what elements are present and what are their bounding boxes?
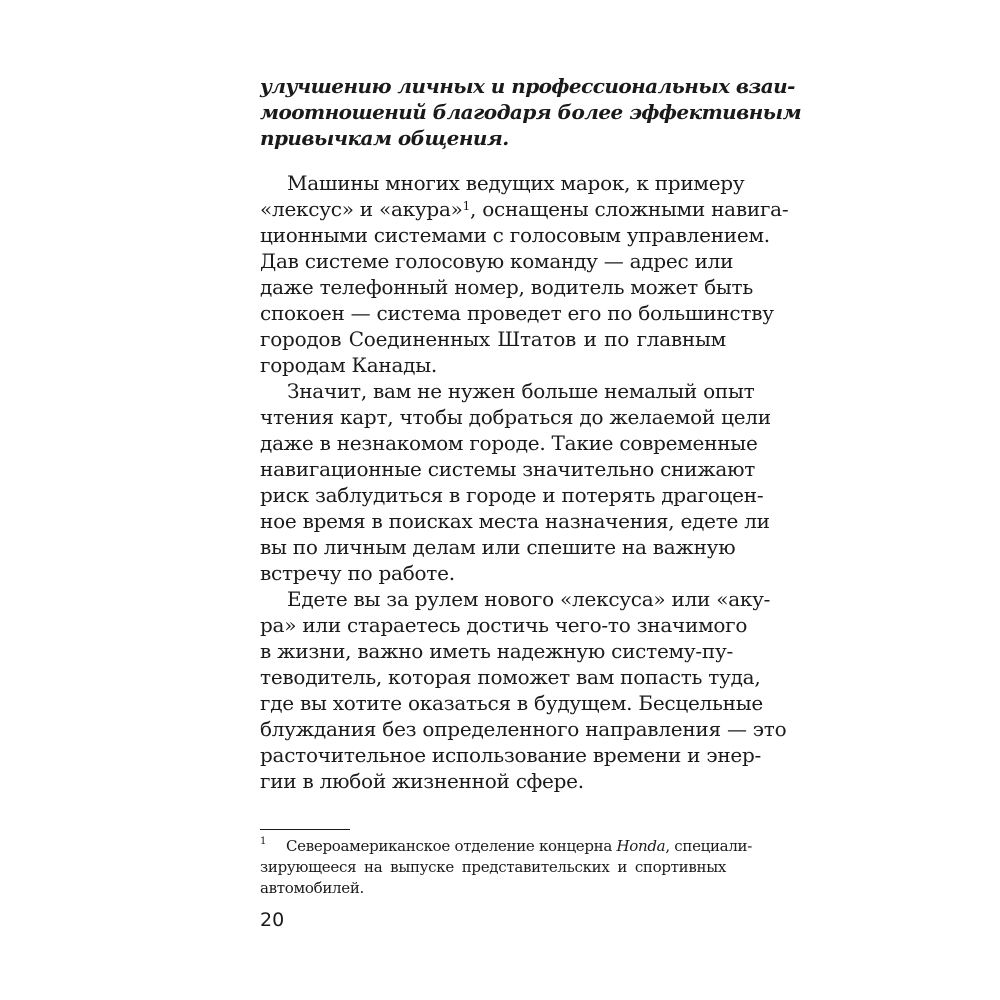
- footnote-line-3: автомобилей.: [260, 879, 365, 897]
- paragraph-1-line-1: Машины многих ведущих марок, к примеру: [287, 171, 745, 195]
- paragraph-2-line-5: риск заблудиться в городе и потерять драгоцен-: [260, 483, 764, 507]
- paragraph-1-line-2-start: «лексус» и «акура»: [260, 197, 463, 221]
- paragraph-1-line-6: спокоен — система проведет его по большинству: [260, 301, 774, 325]
- paragraph-1-line-3: ционными системами с голосовым управлением.: [260, 223, 770, 247]
- paragraph-3-line-4: теводитель, которая поможет вам попасть туда,: [260, 665, 761, 689]
- paragraph-1-line-2: [260, 196, 789, 222]
- paragraph-2-line-7: вы по личным делам или спешите на важную: [260, 535, 736, 559]
- paragraph-2-line-8: встречу по работе.: [260, 561, 455, 585]
- paragraph-3-line-6: блуждания без определенного направления — это: [260, 717, 787, 741]
- page-number: 20: [260, 909, 285, 931]
- footnote-line-1: [286, 836, 753, 857]
- footnote-line-2: зирующееся на выпуске представительских и спортивных: [260, 858, 726, 876]
- footnote-brand: Honda: [616, 837, 666, 855]
- paragraph-3-line-5: где вы хотите оказаться в будущем. Бесцельные: [260, 691, 763, 715]
- paragraph-2-line-6: ное время в поисках места назначения, едете ли: [260, 509, 770, 533]
- intro-line-3: привычкам общения.: [260, 126, 509, 150]
- paragraph-3-line-1: Едете вы за рулем нового «лексуса» или «аку-: [287, 587, 771, 611]
- paragraph-3-line-8: гии в любой жизненной сфере.: [260, 769, 584, 793]
- paragraph-1-line-2-end: , оснащены сложными навига-: [470, 197, 789, 221]
- footnote-marker: 1: [260, 836, 267, 847]
- paragraph-2-line-1: Значит, вам не нужен больше немалый опыт: [287, 379, 755, 403]
- paragraph-3-line-2: ра» или стараетесь достичь чего-то значимого: [260, 613, 748, 637]
- paragraph-1-line-5: даже телефонный номер, водитель может быть: [260, 275, 753, 299]
- paragraph-2-line-4: навигационные системы значительно снижают: [260, 457, 756, 481]
- paragraph-2-line-3: даже в незнакомом городе. Такие современные: [260, 431, 758, 455]
- footnote-line-1-end: , специали-: [665, 837, 753, 855]
- paragraph-3-line-7: расточительное использование времени и энер-: [260, 743, 762, 767]
- paragraph-3-line-3: в жизни, важно иметь надежную систему-пу-: [260, 639, 733, 663]
- paragraph-1-line-7: городов Соединенных Штатов и по главным: [260, 327, 726, 351]
- paragraph-1-line-4: Дав системе голосовую команду — адрес или: [260, 249, 734, 273]
- intro-line-2: моотношений благодаря более эффективным: [260, 100, 802, 124]
- footnote-reference: 1: [462, 199, 471, 213]
- intro-line-1: улучшению личных и профессиональных взаи-: [260, 74, 795, 98]
- paragraph-2-line-2: чтения карт, чтобы добраться до желаемой цели: [260, 405, 771, 429]
- paragraph-1-line-8: городам Канады.: [260, 353, 438, 377]
- footnote-line-1-start: Североамериканское отделение концерна: [286, 837, 617, 855]
- footnote-divider: [260, 829, 350, 830]
